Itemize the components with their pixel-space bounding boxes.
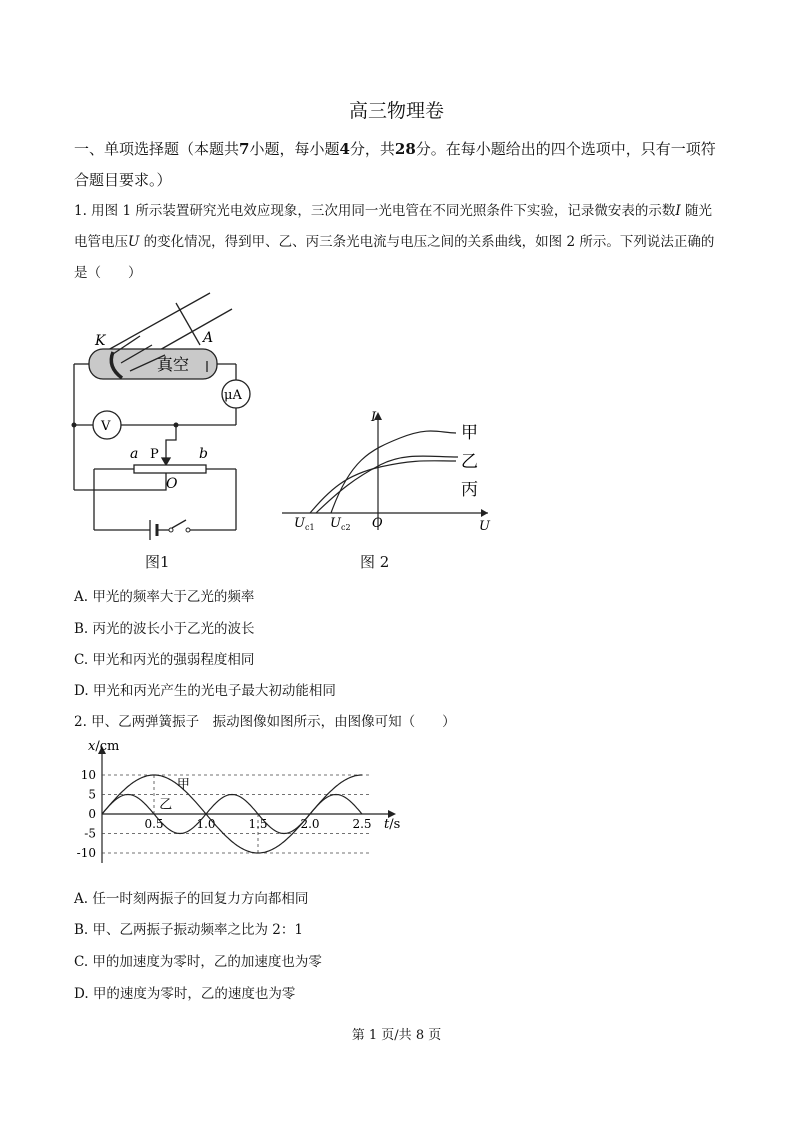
uc1-label: $U_{c1}$	[294, 516, 315, 532]
series-label-yi: 乙	[159, 797, 173, 813]
fig1-caption: 图1	[145, 553, 170, 571]
q2-option-b[interactable]: B. 甲、乙两振子振动频率之比为 2：1	[74, 922, 303, 938]
section-heading	[74, 134, 724, 196]
x-tick-label: 1.0	[196, 817, 216, 831]
figure-1-circuit	[60, 288, 260, 550]
x-tick-label: 0.5	[144, 817, 164, 831]
fig2-caption: 图 2	[360, 553, 390, 571]
label-b: b	[199, 446, 208, 462]
q2-option-d[interactable]: D. 甲的速度为零时，乙的速度也为零	[74, 986, 296, 1002]
y-tick-label: -5	[84, 826, 96, 841]
section-text-2: 小题，每小题	[249, 140, 340, 158]
label-yi: 乙	[461, 452, 478, 472]
points-total: 28	[394, 140, 416, 158]
n-questions: 7	[239, 140, 250, 158]
section-label: 一、单项选择题（本题共	[74, 140, 240, 158]
q1-part3: 的变化情况，得到甲、乙、丙三条光电流与电压之间的关系曲线，如图 2 所示。下列说法正确的是（ ）	[74, 234, 715, 281]
microammeter-label: μA	[224, 388, 242, 403]
y-tick-label: -10	[76, 846, 96, 860]
section-text-3: 分，共	[349, 140, 395, 158]
q1-option-a[interactable]: A. 甲光的频率大于乙光的频率	[74, 589, 255, 605]
x-tick-label: 2.5	[352, 817, 372, 831]
series-label-jia: 甲	[176, 777, 190, 793]
q2-option-c[interactable]: C. 甲的加速度为零时，乙的加速度也为零	[74, 954, 322, 970]
x-tick-label: 1.5	[248, 817, 268, 831]
label-o: O	[166, 476, 178, 492]
q2-option-a[interactable]: A. 任一时刻两振子的回复力方向都相同	[74, 891, 309, 907]
curve-yi	[310, 461, 456, 513]
label-jia: 甲	[461, 423, 478, 443]
page-footer: 第 1 页/共 8 页	[351, 1028, 442, 1043]
curve-bing	[316, 456, 458, 513]
points-each: 4	[339, 140, 350, 158]
q1-part2: 随光电管电压	[74, 203, 712, 250]
label-a-lower: a	[130, 446, 139, 462]
y-tick-label: 0	[88, 807, 96, 821]
label-p: P	[150, 447, 159, 462]
curve-jia	[331, 431, 456, 513]
q1-part1: 1. 用图 1 所示装置研究光电效应现象，三次用同一光电管在不同光照条件下实验，记录微安表的示数	[74, 203, 676, 219]
origin-label: O	[372, 516, 383, 531]
vacuum-label: 真空	[157, 355, 190, 374]
q2-vibration-chart	[70, 738, 410, 866]
y-tick-label: 10	[80, 768, 96, 782]
q1-option-b[interactable]: B. 丙光的波长小于乙光的波长	[74, 621, 255, 637]
axis-i-label: I	[371, 410, 377, 425]
q1-var-i: I	[675, 203, 681, 219]
label-bing: 丙	[461, 480, 478, 500]
q1-option-c[interactable]: C. 甲光和丙光的强弱程度相同	[74, 652, 255, 668]
q1-option-d[interactable]: D. 甲光和丙光产生的光电子最大初动能相同	[74, 683, 336, 699]
y-axis-label: x/cm	[88, 739, 120, 754]
x-axis-label: t/s	[384, 817, 401, 832]
uc2-label: $U_{c2}$	[330, 516, 351, 532]
label-k: K	[95, 333, 106, 349]
label-a: A	[203, 330, 214, 346]
x-tick-label: 2.0	[300, 817, 320, 831]
voltmeter-label: V	[101, 419, 111, 434]
q1-var-u: U	[128, 234, 140, 250]
question-2-stem: 2. 甲、乙两弹簧振子 振动图像如图所示，由图像可知（ ）	[74, 714, 456, 730]
page-title: 高三物理卷	[348, 100, 444, 122]
question-1-stem	[74, 196, 724, 289]
figure-2-iu-curves	[280, 405, 500, 535]
axis-u-label: U	[479, 519, 490, 534]
section-text-4: 分。在每小题给出的四个选项中，只有一项符合题目要求。）	[74, 140, 716, 189]
y-tick-label: 5	[88, 787, 96, 802]
